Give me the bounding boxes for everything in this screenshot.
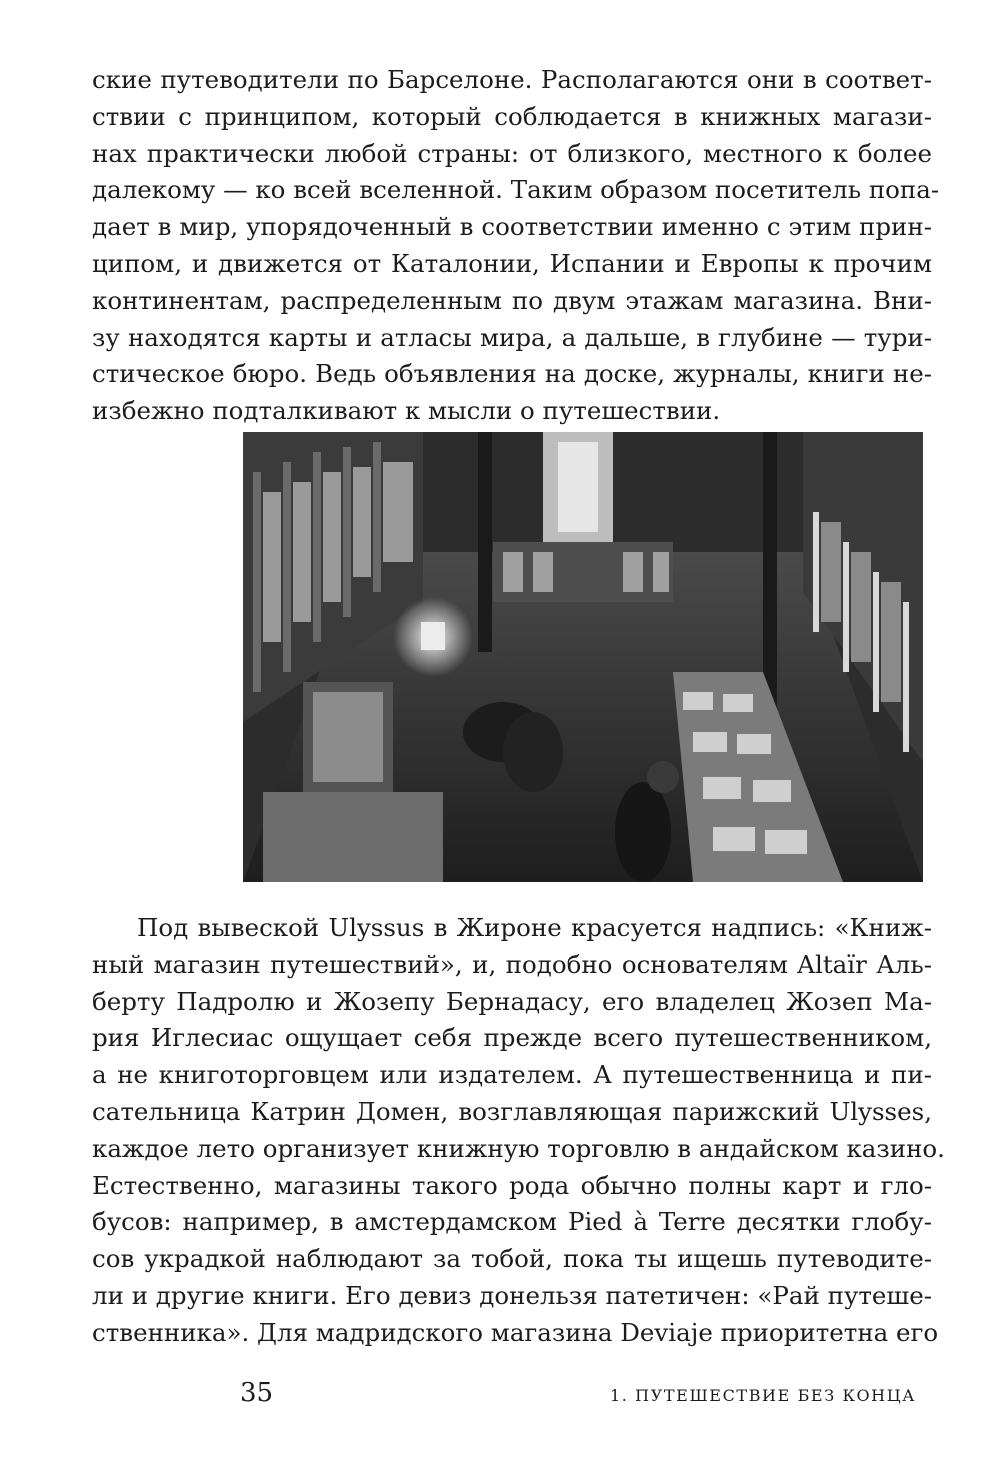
text-line: ствии с принципом, который соблюдается в книжных магази-: [92, 101, 932, 131]
text-line: рия Иглесиас ощущает себя прежде всего путешественником,: [92, 1023, 932, 1053]
text-line: ские путеводители по Барселоне. Располагаются они в соответ-: [92, 65, 932, 94]
text-line: стическое бюро. Ведь объявления на доске, журналы, книги не-: [92, 359, 932, 389]
paragraph-bottom: [92, 910, 945, 1352]
text-line: ципом, и движется от Каталонии, Испании и Европы к прочим: [92, 248, 932, 278]
page-number: 35: [240, 1378, 274, 1408]
text-line: берту Падролю и Жозепу Бернадасу, его владелец Жозеп Ма-: [92, 986, 932, 1016]
text-line: а не книготорговцем или издателем. А путешественница и пи-: [92, 1060, 932, 1090]
paragraph-top: [92, 62, 940, 430]
text-line: каждое лето организует книжную торговлю в андайском казино.: [92, 1133, 945, 1163]
text-line: ный магазин путешествий», и, подобно основателям Altaïr Аль-: [92, 949, 932, 979]
text-line: нах практически любой страны: от близкого, местного к более: [92, 138, 932, 168]
text-line: континентам, распределенным по двум этажам магазина. Вни-: [92, 285, 932, 315]
text-line: Естественно, магазины такого рода обычно полны карт и гло-: [92, 1170, 932, 1200]
text-line: далекому — ко всей вселенной. Таким образом посетитель попа-: [92, 175, 940, 205]
text-line: ственника». Для мадридского магазина Deviaje приоритетна его: [92, 1317, 939, 1347]
text-line: бусов: например, в амстердамском Pied à Terre десятки глобу-: [92, 1207, 932, 1237]
text-line: зу находятся карты и атласы мира, а дальше, в глубине — тури-: [92, 322, 932, 352]
text-line: избежно подталкивают к мысли о путешествии.: [92, 396, 721, 426]
text-line: Под вывеской Ulyssus в Жироне красуется надпись: «Книж-: [137, 913, 932, 942]
text-line: сов украдкой наблюдают за тобой, пока ты ищешь путеводите-: [92, 1244, 932, 1274]
bookstore-photo: [243, 432, 923, 882]
text-line: сательница Катрин Домен, возглавляющая парижский Ulysses,: [92, 1096, 932, 1126]
running-header-chapter: 1. ПУТЕШЕСТВИЕ БЕЗ КОНЦА: [610, 1386, 916, 1405]
text-line: ли и другие книги. Его девиз донельзя патетичен: «Рай путеше-: [92, 1280, 932, 1310]
text-line: дает в мир, упорядоченный в соответствии именно с этим прин-: [92, 212, 932, 242]
